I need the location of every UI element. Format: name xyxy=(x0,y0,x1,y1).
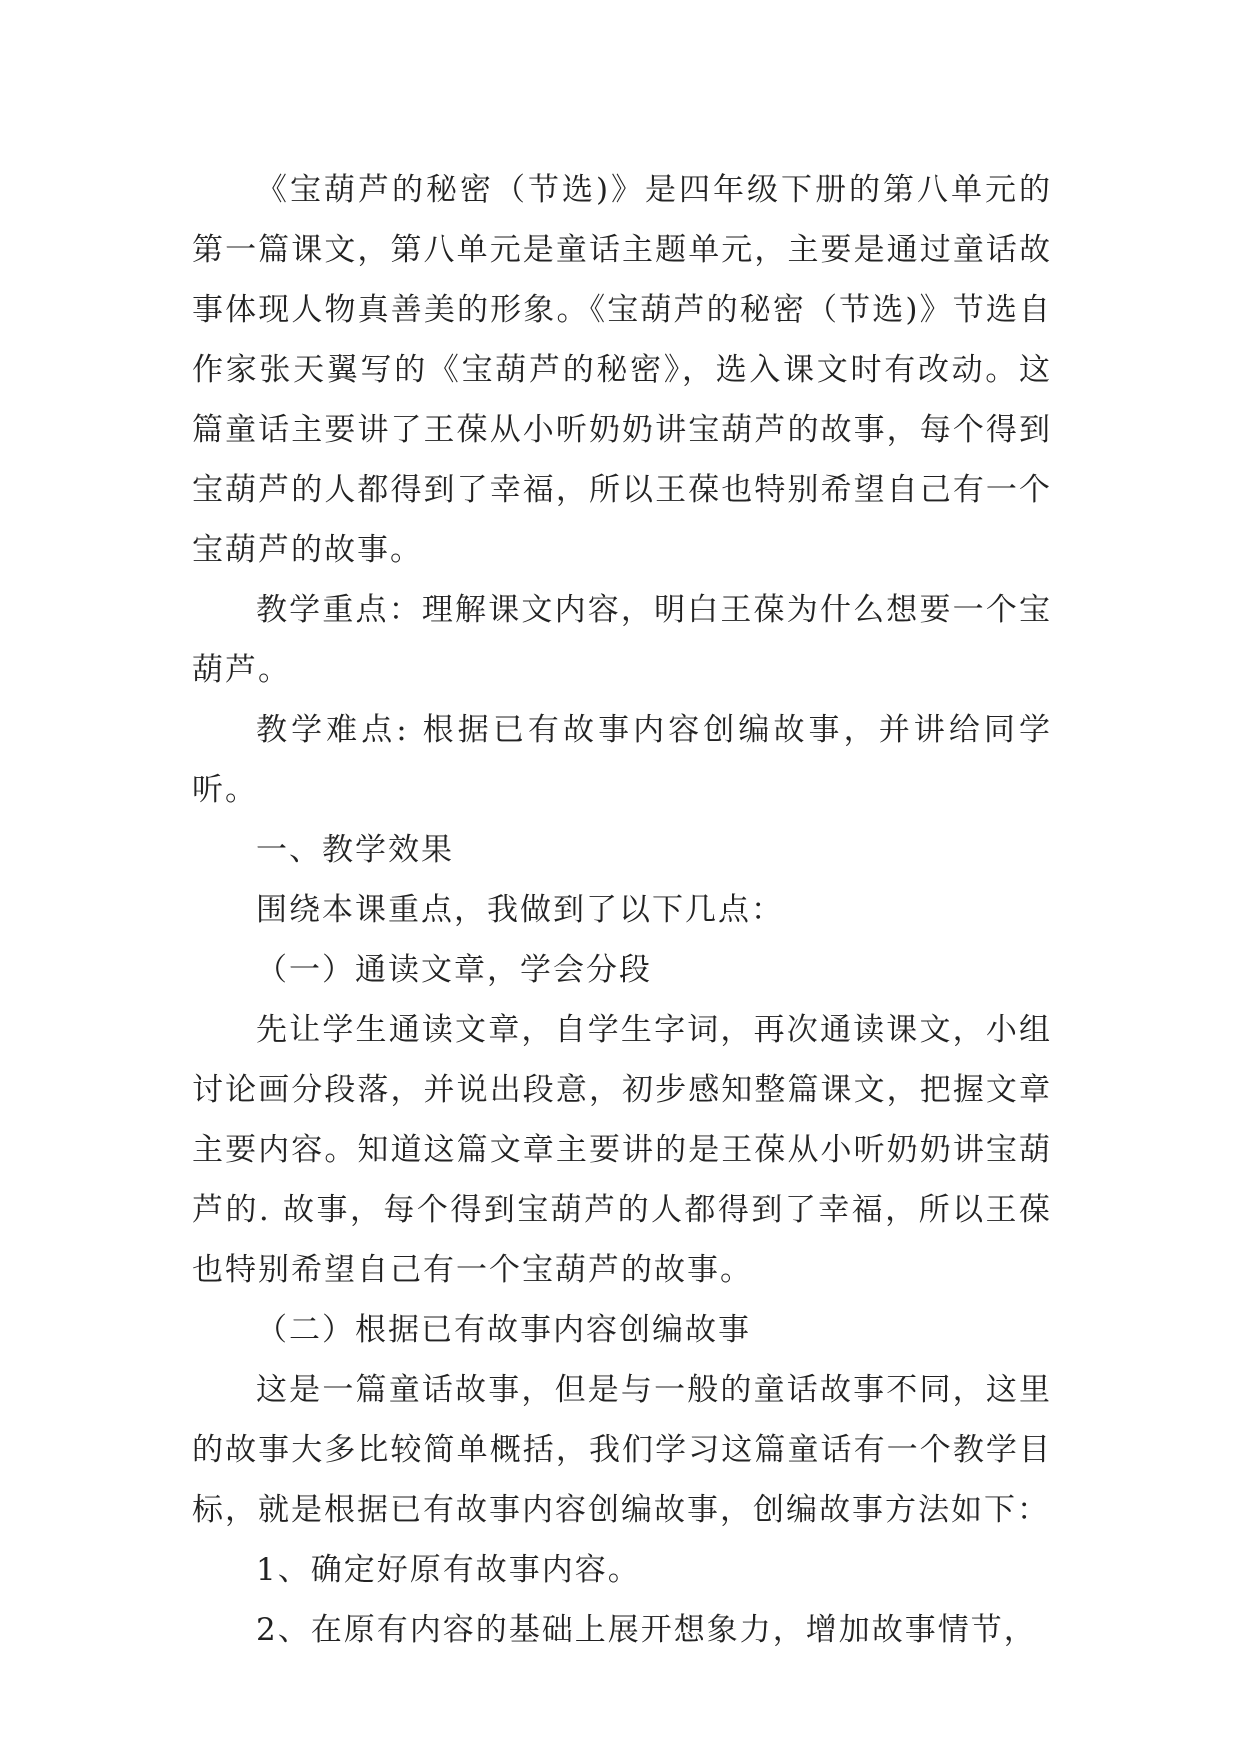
list-item-1: 1、确定好原有故事内容。 xyxy=(256,1552,641,1588)
paragraph-intro: 《宝葫芦的秘密（节选)》是四年级下册的第八单元的第一篇课文，第八单元是童话主题单元，主要是通过童话故事体现人物真善美的形象。《宝葫芦的秘密（节选)》节选自作家张天翼写的《宝葫芦的秘密》，选入课文时有改动。这篇童话主要讲了王葆从小听奶奶讲宝葫芦的故事，每个得到宝葫芦的人都得到了幸福，所以王葆也特别希望自己有一个宝葫芦的故事。 xyxy=(192,172,1052,568)
paragraph-read-and-segment: 先让学生通读文章，自学生字词，再次通读课文，小组讨论画分段落，并说出段意，初步感知整篇课文，把握文章主要内容。知道这篇文章主要讲的是王葆从小听奶奶讲宝葫芦的. 故事，每个得到宝葫芦的人都得到了幸福，所以王葆也特别希望自己有一个宝葫芦的故事。 xyxy=(192,1012,1052,1288)
paragraph-focus-points: 围绕本课重点，我做到了以下几点： xyxy=(256,892,784,928)
subheading-create-story: （二）根据已有故事内容创编故事 xyxy=(256,1312,751,1348)
section-heading-teaching-effect: 一、教学效果 xyxy=(256,832,454,868)
document-body xyxy=(192,160,1052,1660)
paragraph-teaching-focus: 教学重点：理解课文内容，明白王葆为什么想要一个宝葫芦。 xyxy=(192,592,1052,688)
paragraph-create-story: 这是一篇童话故事，但是与一般的童话故事不同，这里的故事大多比较简单概括，我们学习这篇童话有一个教学目标，就是根据已有故事内容创编故事，创编故事方法如下： xyxy=(192,1372,1052,1528)
subheading-read-and-segment: （一）通读文章，学会分段 xyxy=(256,952,652,988)
paragraph-teaching-difficulty: 教学难点: 根据已有故事内容创编故事，并讲给同学听。 xyxy=(192,712,1052,808)
list-item-2: 2、在原有内容的基础上展开想象力，增加故事情节， xyxy=(256,1612,1037,1648)
